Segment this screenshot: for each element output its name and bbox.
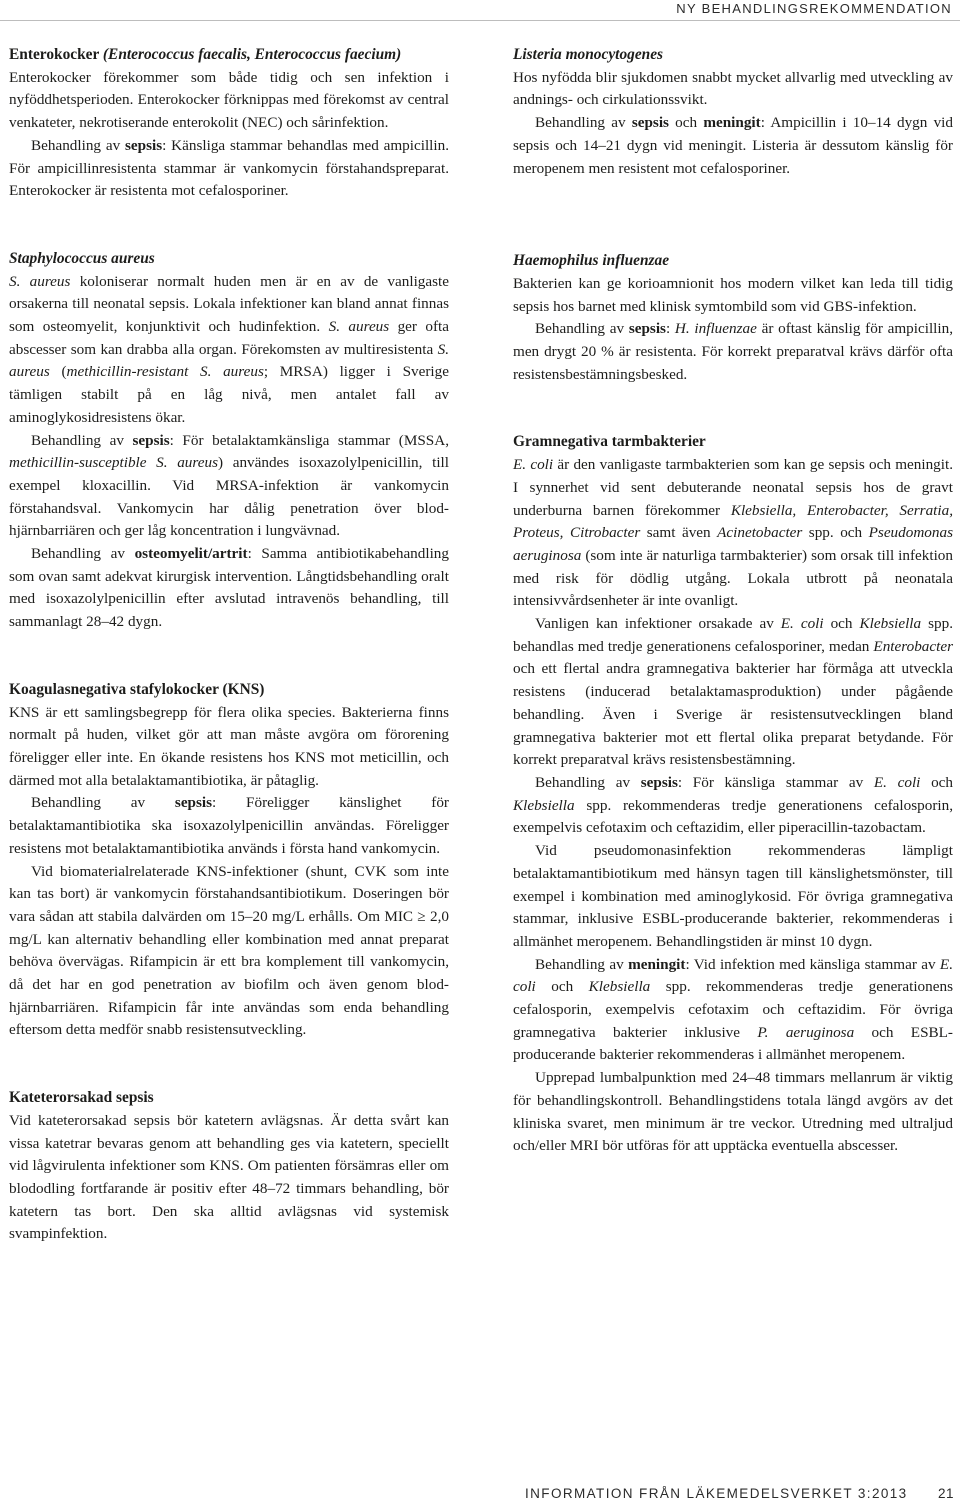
gramneg-paragraph-6: Upprepad lumbalpunktion med 24–48 timmars mellanrum är viktig för behandlingskontroll. Behandlingstidens totala längd avgörs av det kliniska svaret, men minimum är tre veckor. Utredning med ultraljud och/eller MRI bör utföras för att upptäcka eventuella abscesser. bbox=[513, 1069, 953, 1155]
gramneg-paragraph-1: E. coli är den vanligaste tarmbakterien som kan ge sepsis och meningit. I synnerhet vid sent debuterande neonatal sepsis hos de gravt underburna barnen förekommer Klebsiella, Enterobacter, Serratia, Proteus, Citrobacter samt även Acinetobacter spp. och Pseudomonas aeruginosa (som inte är naturliga tarmbakterier) som orsak till infektion med risk för dödlig utgång. Lokala utbrott på neonatala intensivvårdsenheter är inte ovanligt. bbox=[513, 456, 953, 610]
gramneg-paragraph-3: Behandling av sepsis: För känsliga stammar av E. coli och Klebsiella spp. rekommenderas tredje generationens cefalosporin, exempelvis cefotaxim och ceftazidim, eller piperacillin-tazobactam. bbox=[513, 773, 954, 837]
kns-paragraph-2: Behandling av sepsis: Föreligger känslighet för betalaktamantibiotika ska isoxazolylpenicillin användas. Föreligger resistens mot betalaktamantibiotika används i första hand vankomycin. bbox=[9, 794, 449, 857]
gramneg-paragraph-5: Behandling av meningit: Vid infektion med känsliga stammar av E. coli och Klebsiella spp. rekommenderas tredje generationens cefalosporin, exempelvis cefotaxim och ceftazidim. För övriga gramnegativa bakterier inklusive P. aeruginosa och ESBL-producerande bakterier rekommenderas i allmänhet meropenem. bbox=[513, 955, 953, 1064]
kns-paragraph-3: Vid biomaterialrelaterade KNS-infektioner (shunt, CVK som inte kan tas bort) är vankomycin förstahandsantibiotikum. Doseringen bör vara sådan att stabila dalvärden om 15–20 mg/L erhålls. Om MIC ≥ 2,0 mg/L kan alternativ behandling eller kombination med annat preparat behöva övervägas. Rifampicin är ett bra komplement till vankomycin, då det har en god penetration av biofilm och även genom blod-hjärnbarriären. Rifampicin får inte användas som enda behandling eftersom detta medför snabb resistensutveckling. bbox=[9, 862, 449, 1039]
enterokocker-paragraph-2: Behandling av sepsis: Känsliga stammar behandlas med ampicillin. För ampicillinresistenta stammar är vankomycin förstahandspreparat. Enterokocker är resistenta mot cefalosporiner. bbox=[9, 136, 449, 200]
kateter-heading: Kateterorsakad sepsis bbox=[9, 1089, 154, 1107]
right-column bbox=[513, 44, 953, 1158]
left-column bbox=[9, 44, 449, 1246]
header-rule bbox=[0, 20, 960, 21]
listeria-paragraph-2: Behandling av sepsis och meningit: Ampicillin i 10–14 dygn vid sepsis och 14–21 dygn vid meningit. Listeria är dessutom känslig för meropenem men resistent mot cefalosporiner. bbox=[513, 114, 953, 177]
haemophilus-paragraph-2: Behandling av sepsis: H. influenzae är oftast känslig för ampicillin, men drygt 20 % är resistenta. För korrekt preparatval krävs därför ofta resistensbestämningsbesked. bbox=[513, 320, 953, 383]
enterokocker-heading: Enterokocker (Enterococcus faecalis, Enterococcus faecium) bbox=[9, 46, 402, 63]
listeria-paragraph-1: Hos nyfödda blir sjukdomen snabbt mycket allvarlig med utveckling av andnings- och cirkulationssvikt. bbox=[513, 68, 953, 109]
kateter-paragraph-1: Vid kateterorsakad sepsis bör katetern avlägsnas. Är detta svårt kan vissa katetrar bevaras genom att behandling ges via katetern, speciellt vid lågvirulenta infektioner som KNS. Om patienten försämras eller om blododling fortfarande är positiv efter 48–72 timmars behandling, bör katetern tas bort. Den ska alltid avlägsnas vid systemisk svampinfektion. bbox=[9, 1111, 449, 1243]
staph-paragraph-3: Behandling av osteomyelit/artrit: Samma antibiotikabehandling som ovan samt adekvat kirurgisk intervention. Långtidsbehandling oralt med isoxazolylpenicillin efter avslutad intravenös behandling, till sammanlagt 28–42 dygn. bbox=[9, 545, 449, 631]
haemophilus-heading: Haemophilus influenzae bbox=[513, 252, 670, 270]
kns-heading: Koagulasnegativa stafylokocker (KNS) bbox=[9, 680, 265, 698]
gramneg-paragraph-2: Vanligen kan infektioner orsakade av E. coli och Klebsiella spp. behandlas med tredje generationens cefalosporiner, medan Enterobacter och ett flertal andra gramnegativa bakterier har förmåga att utveckla resistens (inducerad betalaktamasproduktion) under pågående behandling. Även i Sverige är resistensutvecklingen bland gramnegativa bakterier mot ett flertal olika preparat betydande. För korrekt preparatval krävs resistensbestämning. bbox=[513, 615, 953, 769]
staph-heading: Staphylococcus aureus bbox=[9, 249, 155, 267]
haemophilus-paragraph-1: Bakterien kan ge korioamnionit hos modern vilket kan leda till tidig sepsis hos barnet med klinisk symtombild som vid GBS-infektion. bbox=[513, 274, 953, 315]
section-label: NY BEHANDLINGSREKOMMENDATION bbox=[664, 0, 960, 18]
listeria-heading: Listeria monocytogenes bbox=[513, 46, 664, 63]
gramneg-heading: Gramnegativa tarmbakterier bbox=[513, 433, 706, 451]
staph-paragraph-1: S. aureus koloniserar normalt huden men är en av de vanligaste orsakerna till neonatal sepsis. Lokala infektioner kan bland annat finnas som osteomyelit, konjunktivit och hudinfektion. S. aureus ger ofta abscesser som kan drabba alla organ. Förekomsten av multiresistenta S. aureus (methicillin-resistant S. aureus; MRSA) ligger i Sverige tämligen stabilt på en låg nivå, men antalet fall av aminoglykosidresistens ökar. bbox=[9, 272, 450, 426]
publication-name: INFORMATION FRÅN LÄKEMEDELSVERKET 3:2013 bbox=[525, 1486, 908, 1501]
enterokocker-paragraph-1: Enterokocker förekommer som både tidig och sen infektion i nyföddhetsperioden. Enterokocker förknippas med förekomst av central venkateter, nekrotiserande enterokolit (NEC) och sårinfektion. bbox=[9, 68, 449, 132]
staph-paragraph-2: Behandling av sepsis: För betalaktamkänsliga stammar (MSSA, methicillin-susceptible S. aureus) användes isoxazolylpenicillin, till exempel kloxacillin. Vid MRSA-infektion är vankomycin förstahandsval. Vankomycin har dålig penetration över blod-hjärnbarriären och ger låg koncentration i lungvävnad. bbox=[9, 431, 449, 540]
kns-paragraph-1: KNS är ett samlingsbegrepp för flera olika species. Bakterierna finns normalt på huden, vilket gör att man måste avgöra om förorening föreligger eller inte. En ökande resistens hos KNS mot meticillin, och därmed mot alla betalaktamantibiotika, är påtaglig. bbox=[9, 703, 449, 789]
gramneg-paragraph-4: Vid pseudomonasinfektion rekommenderas lämpligt betalaktamantibiotikum med hänsyn tagen till känslighetsmönster, till exempel i kombination med aminoglykosid. För övriga gramnegativa stammar, inklusive ESBL-producerande bakterier, rekommenderas i allmänhet meropenem. Behandlingstiden är minst 10 dygn. bbox=[513, 842, 953, 950]
page-number: 21 bbox=[937, 1486, 954, 1501]
page-footer bbox=[525, 1486, 954, 1501]
